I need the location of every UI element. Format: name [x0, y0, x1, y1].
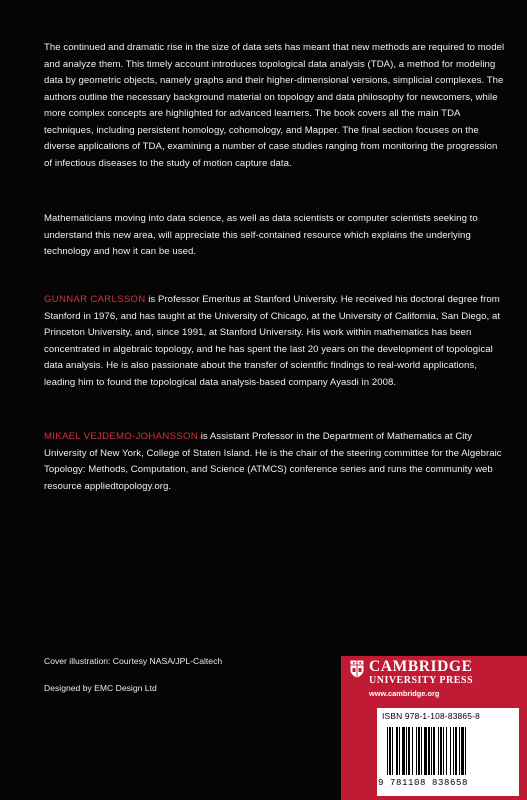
isbn-label: ISBN 978-1-108-83865-8	[382, 711, 480, 721]
design-credit: Designed by EMC Design Ltd	[44, 683, 157, 693]
cover-illustration-credit: Cover illustration: Courtesy NASA/JPL-Caltech	[44, 656, 223, 666]
barcode-digits: 9 781108 838658	[378, 778, 469, 788]
author-bio-text: is Assistant Professor in the Department of Mathematics at City University of New York, College of Staten Island. He is the chair of the steering committee for the Algebraic Topology: Methods, Computation, and Science (ATMCS) conference series and runs the community web resource appliedtopology.org.	[44, 431, 502, 492]
cambridge-shield-icon	[350, 660, 364, 678]
publisher-name: CAMBRIDGE	[369, 658, 473, 675]
author-name: GUNNAR CARLSSON	[44, 294, 146, 305]
publisher-subtitle: UNIVERSITY PRESS	[369, 675, 474, 686]
barcode	[385, 727, 513, 782]
publisher-url: www.cambridge.org	[369, 689, 440, 698]
author-name: MIKAEL VEJDEMO-JOHANSSON	[44, 431, 198, 442]
book-description: The continued and dramatic rise in the size of data sets has meant that new methods are required to model and analyze them. This timely account introduces topological data analysis (TDA), a method for modeling data by geometric objects, namely graphs and their higher-dimensional versions, simplicial complexes. The authors outline the necessary background material on topology and data philosophy for newcomers, while more complex concepts are highlighted for advanced learners. The book covers all the main TDA techniques, including persistent homology, cohomology, and Mapper. The final section focuses on the diverse applications of TDA, examining a number of case studies ranging from monitoring the progression of infectious diseases to the study of motion capture data.	[44, 42, 505, 169]
author-bio-carlsson	[44, 292, 506, 391]
publisher-panel	[341, 656, 527, 800]
audience-description: Mathematicians moving into data science, as well as data scientists or computer scientists seeking to understand this new area, will appreciate this self-contained resource which explains the underlying technology and how it can be used.	[44, 213, 478, 257]
isbn-barcode-box	[377, 708, 519, 796]
author-bio-text: is Professor Emeritus at Stanford University. He received his doctoral degree from Stanford in 1976, and has taught at the University of Chicago, at the University of California, San Diego, at Princeton University, and, since 1991, at Stanford University. His work within mathematics has been concentrated in algebraic topology, and he has spent the last 20 years on the development of topological data analysis. He is also passionate about the transfer of scientific findings to real-world applications, leading him to found the topological data analysis-based company Ayasdi in 2008.	[44, 294, 501, 388]
author-bio-vejdemo-johansson	[44, 429, 506, 495]
